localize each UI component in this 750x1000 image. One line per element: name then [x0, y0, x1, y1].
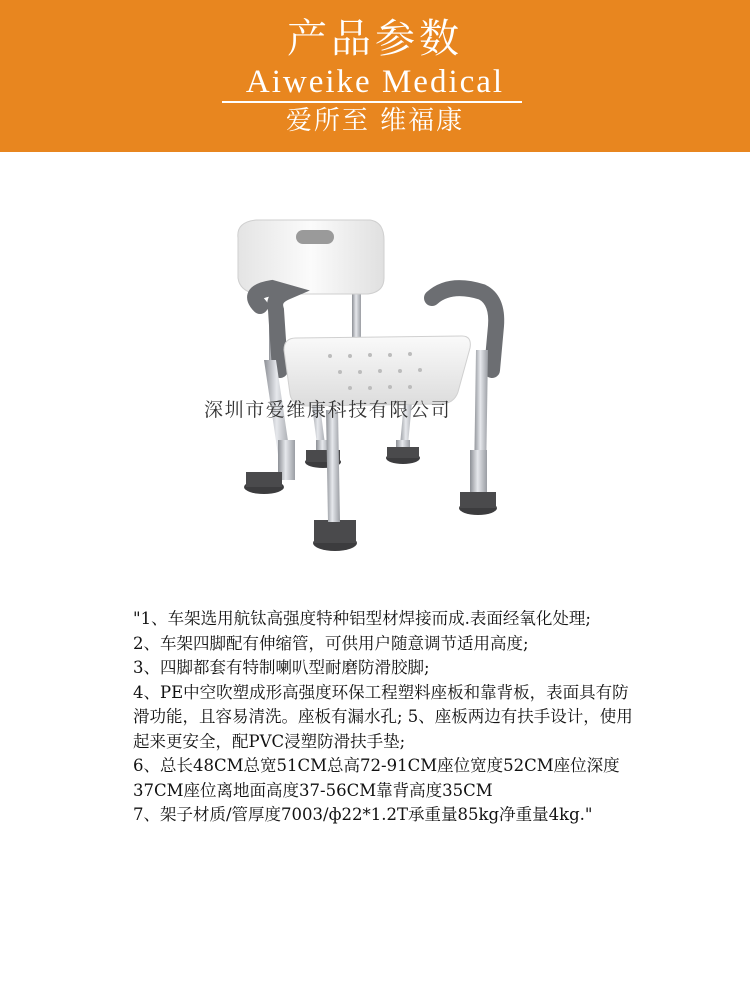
- spec-line: 4、PE中空吹塑成形高强度环保工程塑料座板和靠背板，表面具有防滑功能，且容易清洗。座板有漏水孔; 5、座板两边有扶手设计，使用起来更安全，配PVC浸塑防滑扶手垫;: [133, 682, 633, 751]
- shower-chair-illustration: [200, 200, 540, 560]
- spec-line: 6、总长48CM总宽51CM总高72-91CM座位宽度52CM座位深度37CM座位离地面高度37-56CM靠背高度35CM: [133, 756, 620, 800]
- header-banner: [0, 0, 750, 152]
- header-divider: [222, 101, 522, 103]
- product-specifications: [133, 607, 633, 828]
- spec-line: 7、架子材质/管厚度7003/ф22*1.2T承重量85kg净重量4kg.": [133, 805, 593, 824]
- spec-line: 3、四脚都套有特制喇叭型耐磨防滑胶脚;: [133, 658, 430, 677]
- brand-chinese: 爱所至 维福康: [285, 106, 465, 136]
- company-watermark: 深圳市爱维康科技有限公司: [204, 399, 452, 421]
- brand-english: Aiweike Medical: [245, 64, 505, 100]
- spec-line: "1、车架选用航钛高强度特种铝型材焊接而成.表面经氧化处理;: [133, 609, 591, 628]
- header-title: 产品参数: [287, 16, 463, 62]
- spec-line: 2、车架四脚配有伸缩管，可供用户随意调节适用高度;: [133, 633, 529, 653]
